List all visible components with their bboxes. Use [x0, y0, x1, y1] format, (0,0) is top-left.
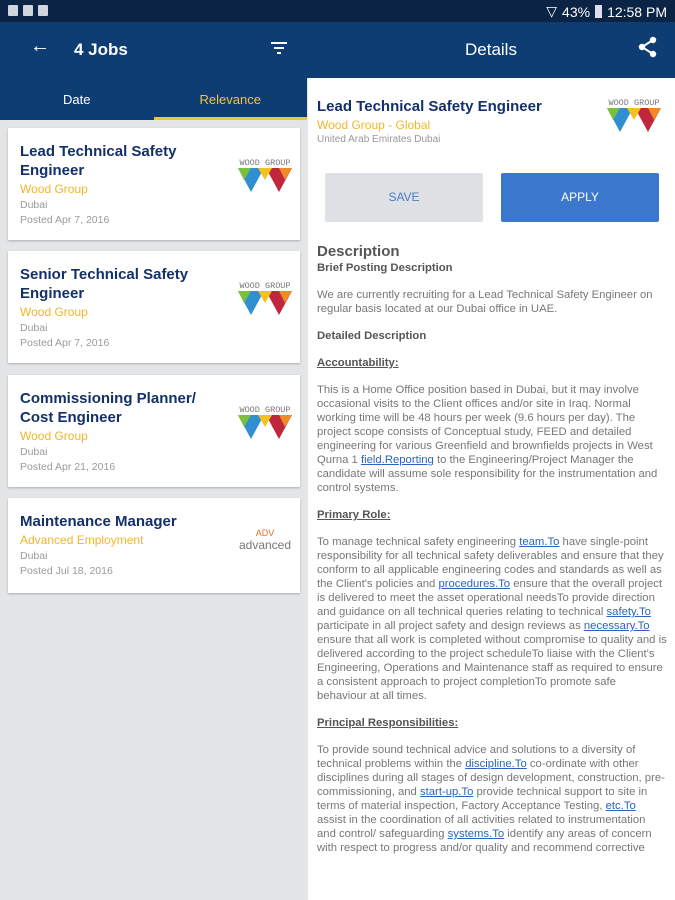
save-button[interactable]: SAVE [325, 173, 483, 222]
section-text [317, 743, 667, 855]
job-location: Dubai [20, 322, 48, 334]
inline-link[interactable]: field.Reporting [360, 454, 434, 466]
status-bar [0, 0, 675, 22]
battery-icon [595, 5, 602, 18]
job-title: Maintenance Manager [20, 513, 177, 530]
company-logo [238, 405, 292, 450]
detail-location: United Arab Emirates Dubai [317, 134, 441, 145]
filter-icon[interactable] [271, 42, 287, 57]
job-company: Wood Group [20, 182, 88, 196]
logo-text: WOOD GROUP [608, 98, 660, 108]
company-logo [238, 528, 292, 552]
inline-link[interactable]: team.To [519, 536, 560, 548]
job-card[interactable] [8, 498, 300, 593]
inline-link[interactable]: systems.To [447, 828, 505, 840]
job-card[interactable] [8, 128, 300, 240]
apply-button[interactable]: APPLY [501, 173, 659, 222]
inline-link[interactable]: necessary.To [583, 620, 650, 632]
tab-date[interactable]: Date [63, 92, 91, 107]
inline-link[interactable]: discipline.To [465, 758, 527, 770]
logo-text: WOOD GROUP [239, 158, 291, 168]
text-segment: To manage technical safety engineering [317, 536, 520, 548]
logo-mark: ADV [255, 528, 275, 538]
logo-text: WOOD GROUP [239, 281, 291, 291]
wood-group-logo-icon [238, 291, 292, 321]
wifi-icon: ▽ [546, 3, 558, 19]
details-title: Details [465, 40, 517, 59]
text-segment: have single-point responsibility for all technical safety deliverables and ensure that they conform to all applicable engineering codes and standards as well as the Client's policies and [317, 536, 664, 590]
text-segment: This is a Home Office position based in Dubai, but it may involve occasional visits to the Client offices and/or site in Iraq. Normal working time will be 48 hours per week (9.6 hours per day). The project scope consists of Conceptual study, FEED and detailed engineering for various Greenfield and brownfields projects in West Qurna 1 [317, 384, 653, 466]
section-heading: Accountability: [317, 357, 399, 369]
job-title: Commissioning Planner/ Cost Engineer [20, 390, 196, 426]
job-details-pane [308, 78, 675, 900]
detail-job-title: Lead Technical Safety Engineer [317, 98, 542, 115]
text-segment: assist in the coordination of all activities related to instrumentation and control/ safeguarding [317, 814, 646, 840]
logo-text: advanced [238, 538, 292, 552]
company-logo [238, 158, 292, 203]
job-location: Dubai [20, 446, 48, 458]
detail-company[interactable]: Wood Group - Global [317, 118, 431, 132]
job-company: Wood Group [20, 429, 88, 443]
text-segment: co-ordinate with other disciplines during all stages of design development, construction, pre-commissioning, and [317, 758, 665, 798]
job-posted-date: Posted Jul 18, 2016 [20, 565, 113, 577]
wood-group-logo-icon [238, 168, 292, 198]
sort-tabs [0, 78, 307, 120]
text-segment: identify any areas of concern with respect to progress and/or quality and recommend corrective [317, 828, 652, 854]
company-logo [607, 98, 661, 143]
job-company: Wood Group [20, 305, 88, 319]
detailed-heading: Detailed Description [317, 330, 427, 342]
text-segment: ensure that all work is completed without compromise to quality and is delivered according to the project scheduleTo liaise with the Client's Engineering, Operations and Maintenance staff as required to ensure a consistent approach to project completionTo promote safe behaviour at all times. [317, 634, 667, 702]
clock: 12:58 PM [607, 3, 667, 20]
notification-icons [8, 5, 48, 16]
job-posted-date: Posted Apr 21, 2016 [20, 461, 116, 473]
job-title: Senior Technical Safety Engineer [20, 266, 189, 302]
job-posted-date: Posted Apr 7, 2016 [20, 337, 110, 349]
share-icon[interactable] [638, 36, 658, 58]
section-text [317, 383, 667, 495]
job-title: Lead Technical Safety Engineer [20, 143, 177, 179]
section-heading: Principal Responsibilities: [317, 717, 459, 729]
inline-link[interactable]: procedures.To [438, 578, 511, 590]
wood-group-logo-icon [238, 415, 292, 445]
battery-level: 43% [562, 3, 591, 20]
back-arrow-icon[interactable]: ← [30, 35, 50, 57]
text-segment: ensure that the overall project is delivered to meet the asset operational needsTo provide direction and guidance on all technical queries relating to technical [317, 578, 663, 618]
job-card[interactable] [8, 375, 300, 487]
company-logo [238, 281, 292, 326]
brief-text: We are currently recruiting for a Lead Technical Safety Engineer on regular basis located at our Dubai office in UAE. [317, 289, 653, 315]
inline-link[interactable]: start-up.To [419, 786, 474, 798]
app-bar [0, 22, 675, 78]
text-segment: participate in all project safety and design reviews as [317, 620, 584, 632]
notification-icon [23, 5, 33, 16]
job-card[interactable] [8, 251, 300, 363]
job-company: Advanced Employment [20, 533, 144, 547]
job-location: Dubai [20, 550, 48, 562]
job-location: Dubai [20, 199, 48, 211]
text-segment: To provide sound technical advice and solutions to a diversity of technical problems within the [317, 744, 636, 770]
job-posted-date: Posted Apr 7, 2016 [20, 214, 110, 226]
text-segment: to the Engineering/Project Manager the candidate will assume sole responsibility for the instrumentation and control systems. [317, 454, 658, 494]
notification-icon [8, 5, 18, 16]
section-text [317, 535, 667, 703]
section-heading: Primary Role: [317, 509, 391, 521]
tab-relevance[interactable]: Relevance [154, 78, 308, 120]
job-description [317, 243, 667, 868]
inline-link[interactable]: etc.To [605, 800, 636, 812]
description-heading: Description [317, 243, 400, 260]
inline-link[interactable]: safety.To [606, 606, 651, 618]
jobs-count-title: 4 Jobs [74, 40, 128, 59]
text-segment: provide technical support to site in terms of material inspection, Factory Acceptance Testing, [317, 786, 648, 812]
wood-group-logo-icon [607, 108, 661, 138]
notification-icon [38, 5, 48, 16]
logo-text: WOOD GROUP [239, 405, 291, 415]
brief-heading: Brief Posting Description [317, 262, 453, 274]
